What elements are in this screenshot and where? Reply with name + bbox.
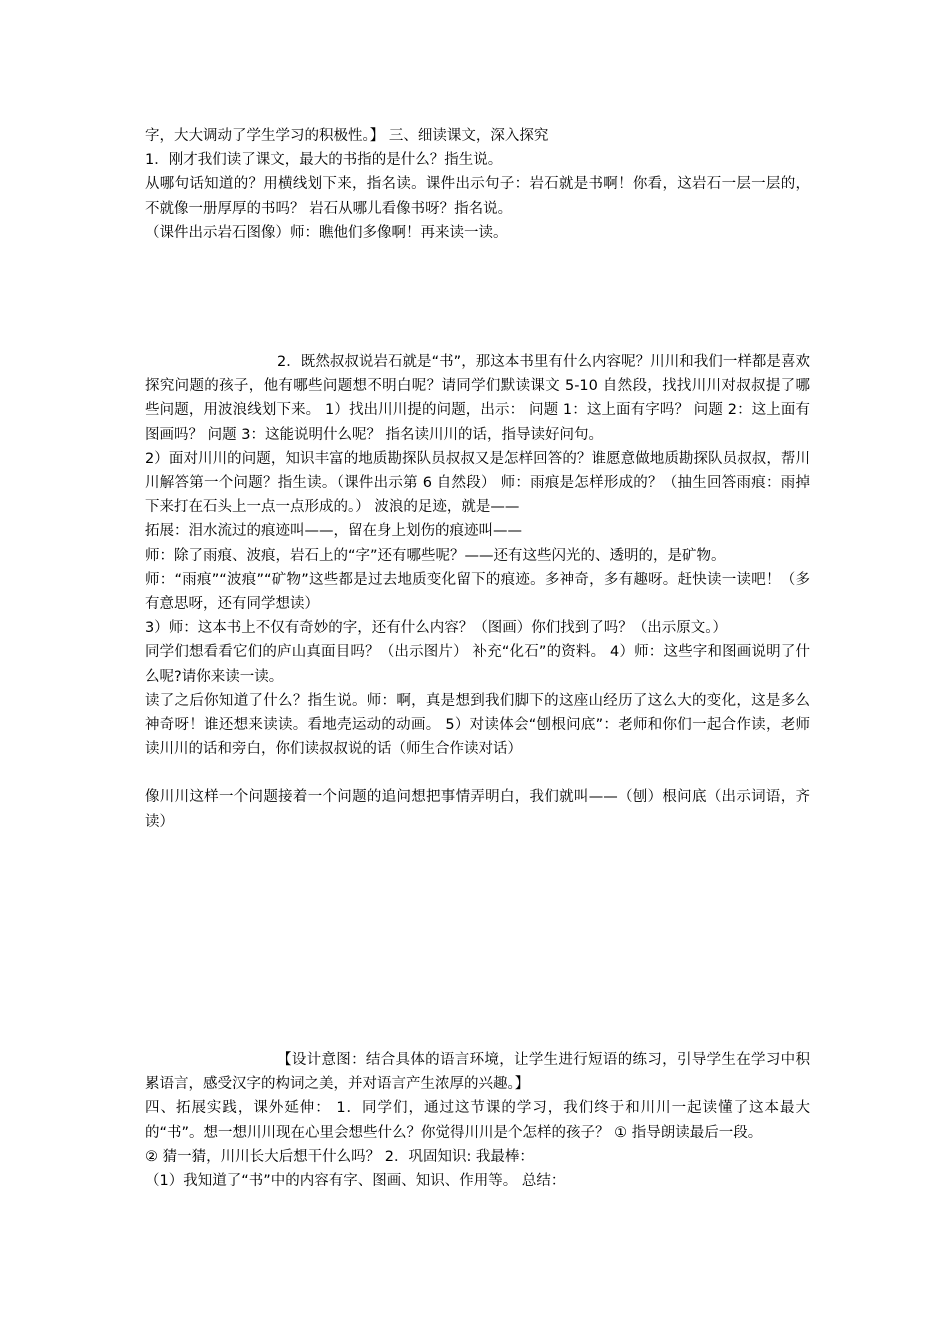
paragraph: 读了之后你知道了什么？指生说。师：啊，真是想到我们脚下的这座山经历了这么大的变化，这是多么神奇呀！谁还想来读读。看地壳运动的动画。 5）对读体会“刨根问底”：老师和你们一起合作读，老师读川川的话和旁白，你们读叔叔说的话（师生合作读对话）: [145, 692, 810, 758]
paragraph: 师：“雨痕”“波痕”“矿物”这些都是过去地质变化留下的痕迹。多神奇，多有趣呀。赶快读一读吧！（多有意思呀，还有同学想读）: [145, 571, 810, 613]
paragraph: （1）我知道了“书”中的内容有字、图画、知识、作用等。 总结：: [145, 1173, 566, 1190]
paragraph: 2）面对川川的问题，知识丰富的地质勘探队员叔叔又是怎样回答的？谁愿意做地质勘探队员叔叔，帮川川解答第一个问题？指生读。（课件出示第 6 自然段） 师：雨痕是怎样形成的？（抽生回答雨痕：雨掉下来打在石头上一点一点形成的。） 波浪的足迹，就是——: [145, 450, 810, 516]
paragraph: 像川川这样一个问题接着一个问题的追问想把事情弄明白，我们就叫——（刨）根问底（出示词语，齐读）: [145, 789, 810, 830]
paragraph: 拓展：泪水流过的痕迹叫——，留在身上划伤的痕迹叫——: [145, 523, 522, 540]
paragraph: 字，大大调动了学生学习的积极性。】 三、细读课文，深入探究: [145, 128, 549, 144]
section-three-block: [145, 124, 810, 245]
paragraph: 【设计意图：结合具体的语言环境，让学生进行短语的练习，引导学生在学习中积累语言，感受汉字的构词之美，并对语言产生浓厚的兴趣。】: [145, 1052, 810, 1093]
paragraph: 3）师：这本书上不仅有奇妙的字，还有什么内容？（图画）你们找到了吗？（出示原文。）: [145, 620, 727, 637]
paragraph: 2．既然叔叔说岩石就是“书”，那这本书里有什么内容呢？川川和我们一样都是喜欢探究问题的孩子，他有哪些问题想不明白呢？请同学们默读课文 5-10 自然段，找找川川对叔叔提了哪些问题，用波浪线划下来。 1）找出川川提的问题，出示： 问题 1：这上面有字吗？ 问题 2：这上面有图画吗？ 问题 3：这能说明什么呢？ 指名读川川的话，指导读好问句。: [145, 354, 810, 443]
paragraph: 师：除了雨痕、波痕，岩石上的“字”还有哪些呢？——还有这些闪光的、透明的，是矿物。: [145, 547, 726, 564]
paragraph: 四、拓展实践，课外延伸： 1．同学们，通过这节课的学习，我们终于和川川一起读懂了这本最大的“书”。想一想川川现在心里会想些什么？你觉得川川是个怎样的孩子？ ① 指导朗读最后一段。: [145, 1100, 810, 1141]
paragraph: ② 猜一猜，川川长大后想干什么吗？ 2．巩固知识: 我最棒：: [145, 1148, 534, 1165]
reading-questions-block: [145, 350, 810, 834]
design-intent-block: [145, 1048, 810, 1193]
paragraph: 同学们想看看它们的庐山真面目吗？（出示图片） 补充“化石”的资料。 4）师：这些字和图画说明了什么呢?请你来读一读。: [145, 644, 810, 685]
blank-line: [145, 761, 810, 785]
paragraph: 1．刚才我们读了课文，最大的书指的是什么？指生说。: [145, 152, 503, 169]
paragraph: 从哪句话知道的？用横线划下来，指名读。课件出示句子：岩石就是书啊！你看，这岩石一层一层的，不就像一册厚厚的书吗？ 岩石从哪儿看像书呀？指名说。: [145, 176, 810, 217]
paragraph: （课件出示岩石图像）师：瞧他们多像啊！再来读一读。: [145, 224, 508, 241]
